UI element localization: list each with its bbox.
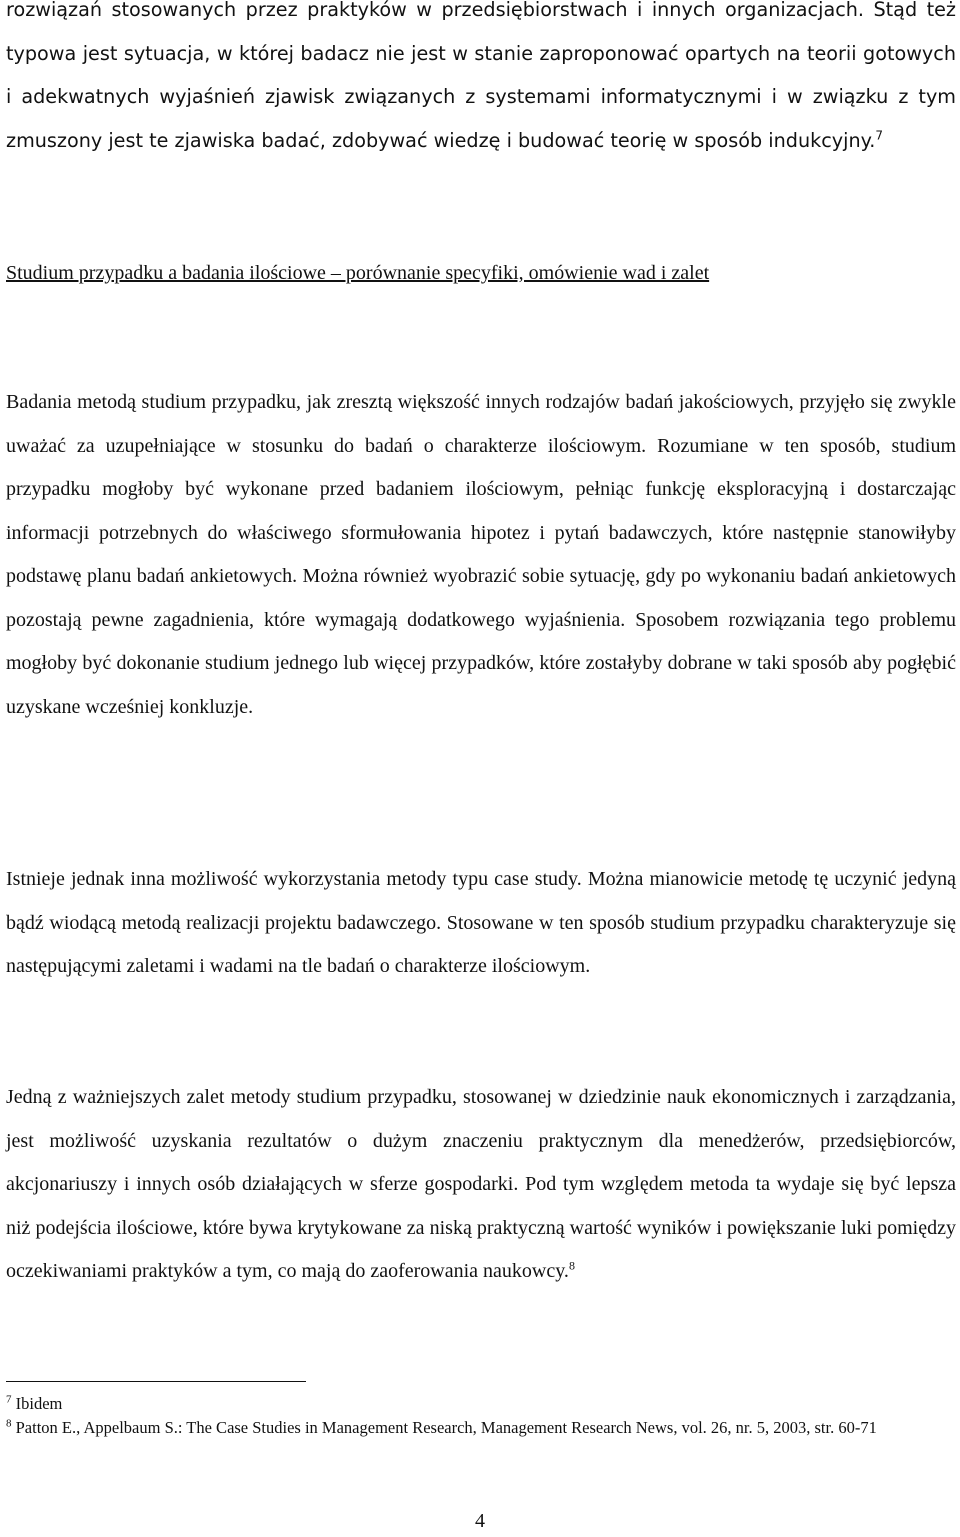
footnote-number: 7 bbox=[6, 1393, 12, 1406]
footnote bbox=[6, 1416, 936, 1440]
footnote-ref: 7 bbox=[875, 128, 883, 143]
footnote bbox=[6, 1392, 936, 1416]
footnote-text: Patton E., Appelbaum S.: The Case Studies in Management Research, Management Research News, vol. 26, nr. 5, 2003, str. 60-71 bbox=[15, 1418, 877, 1437]
section-heading: Studium przypadku a badania ilościowe – porównanie specyfiki, omówienie wad i zalet bbox=[6, 262, 710, 284]
page-number: 4 bbox=[475, 1510, 485, 1532]
footnote-separator bbox=[6, 1381, 306, 1382]
footnote-number: 8 bbox=[6, 1417, 12, 1430]
paragraph-text: rozwiązań stosowanych przez praktyków w przedsiębiorstwach i innych organizacjach. Stąd też typowa jest sytuacja, w której badacz nie jest w stanie zaproponować opartych na teorii gotowych i adekwatnych wyjaśnień zjawisk związanych z systemami informatycznymi i w związku z tym zmuszony jest te zjawiska badać, zdobywać wiedzę i budować teorię w sposób indukcyjny. bbox=[6, 0, 956, 152]
paragraph-continued bbox=[6, 0, 956, 162]
footnote-text: Ibidem bbox=[15, 1394, 63, 1413]
paragraph-text: Jedną z ważniejszych zalet metody studium przypadku, stosowanej w dziedzinie nauk ekonomicznych i zarządzania, jest możliwość uzyskania rezultatów o dużym znaczeniu praktycznym dla menedżerów, przedsiębiorców, akcjonariuszy i innych osób działających w sferze gospodarki. Pod tym względem metoda ta wydaje się być lepsza niż podejścia ilościowe, które bywa krytykowane za niską praktyczną wartość wyników i powiększanie luki pomiędzy oczekiwaniami praktyków a tym, co mają do zaoferowania naukowcy. bbox=[6, 1086, 956, 1282]
paragraph bbox=[6, 1076, 956, 1294]
paragraph: Badania metodą studium przypadku, jak zresztą większość innych rodzajów badań jakościowych, przyjęło się zwykle uważać za uzupełniające w stosunku do badań o charakterze ilościowym. Rozumiane w ten sposób, studium przypadku mogłoby być wykonane przed badaniem ilościowym, pełniąc funkcję eksploracyjną i dostarczając informacji potrzebnych do właściwego sformułowania hipotez i pytań badawczych, które następnie stanowiłyby podstawę planu badań ankietowych. Można również wyobrazić sobie sytuację, gdy po wykonaniu badań ankietowych pozostają pewne zagadnienia, które wymagają dodatkowego wyjaśnienia. Sposobem rozwiązania tego problemu mogłoby być dokonanie studium jednego lub więcej przypadków, które zostałyby dobrane w taki sposób aby pogłębić uzyskane wcześniej konkluzje. bbox=[6, 391, 956, 718]
footnote-ref: 8 bbox=[568, 1258, 575, 1273]
paragraph: Istnieje jednak inna możliwość wykorzystania metody typu case study. Można mianowicie metodę tę uczynić jedyną bądź wiodącą metodą realizacji projektu badawczego. Stosowane w ten sposób studium przypadku charakteryzuje się następującymi zaletami i wadami na tle badań o charakterze ilościowym. bbox=[6, 868, 956, 977]
footnotes bbox=[6, 1392, 936, 1440]
